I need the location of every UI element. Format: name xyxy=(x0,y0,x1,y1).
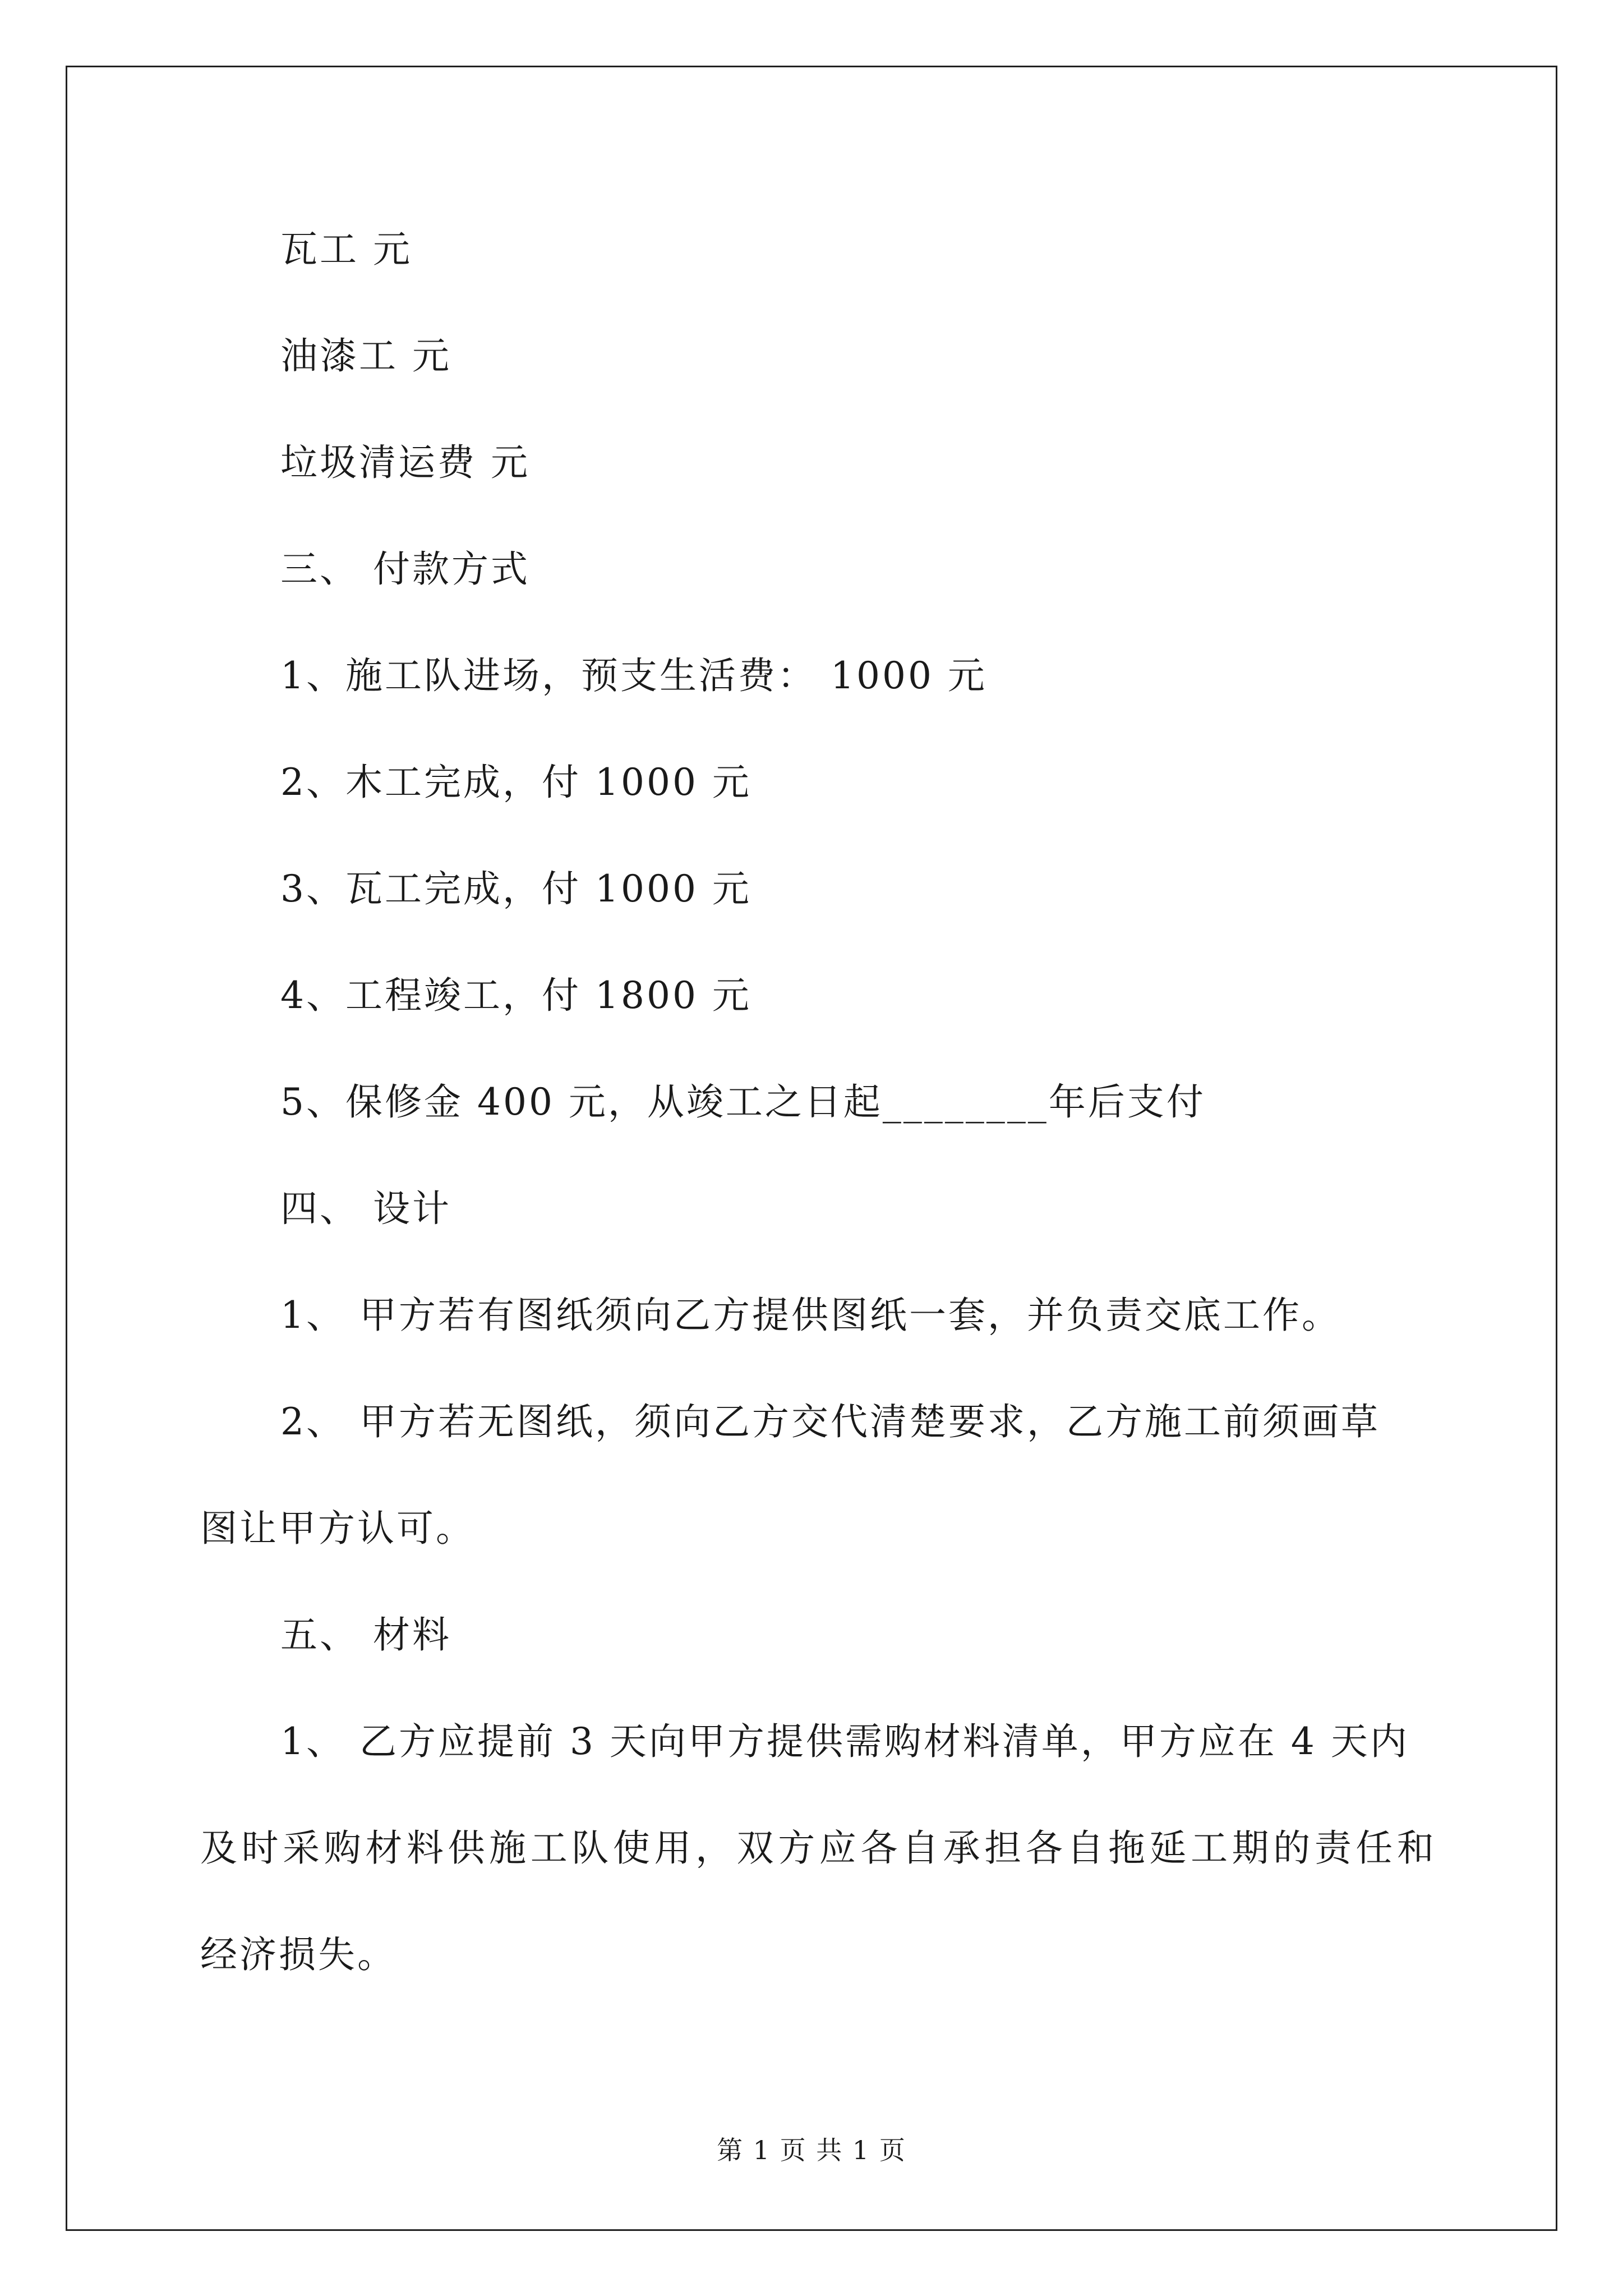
payment-item-1: 1、施工队进场，预支生活费： 1000 元 xyxy=(280,654,987,697)
payment-item-4: 4、工程竣工，付 1800 元 xyxy=(280,974,751,1017)
payment-item-5: 5、保修金 400 元，从竣工之日起________年后支付 xyxy=(280,1080,1206,1124)
design-item-1: 1、 甲方若有图纸须向乙方提供图纸一套，并负责交底工作。 xyxy=(280,1294,1341,1337)
design-item-2: 2、 甲方若无图纸，须向乙方交代清楚要求，乙方施工前须画草 xyxy=(280,1400,1380,1443)
page-footer: 第 1 页 共 1 页 xyxy=(717,2135,906,2165)
line-mason-fee: 瓦工 元 xyxy=(280,228,412,271)
line-painter-fee: 油漆工 元 xyxy=(280,334,451,378)
design-item-2-cont: 图让甲方认可。 xyxy=(200,1507,475,1550)
section-heading-materials: 五、 材料 xyxy=(280,1613,451,1657)
section-heading-payment: 三、 付款方式 xyxy=(280,547,530,591)
section-heading-design: 四、 设计 xyxy=(280,1187,451,1230)
materials-item-1-cont: 及时采购材料供施工队使用，双方应各自承担各自拖延工期的责任和 xyxy=(200,1826,1434,1870)
materials-item-1: 1、 乙方应提前 3 天向甲方提供需购材料清单，甲方应在 4 天内 xyxy=(280,1720,1409,1763)
materials-item-1-end: 经济损失。 xyxy=(200,1933,396,1976)
payment-item-2: 2、木工完成，付 1000 元 xyxy=(280,761,751,804)
payment-item-3: 3、瓦工完成，付 1000 元 xyxy=(280,867,751,910)
page-border xyxy=(66,66,1557,2231)
line-garbage-fee: 垃圾清运费 元 xyxy=(280,441,530,484)
